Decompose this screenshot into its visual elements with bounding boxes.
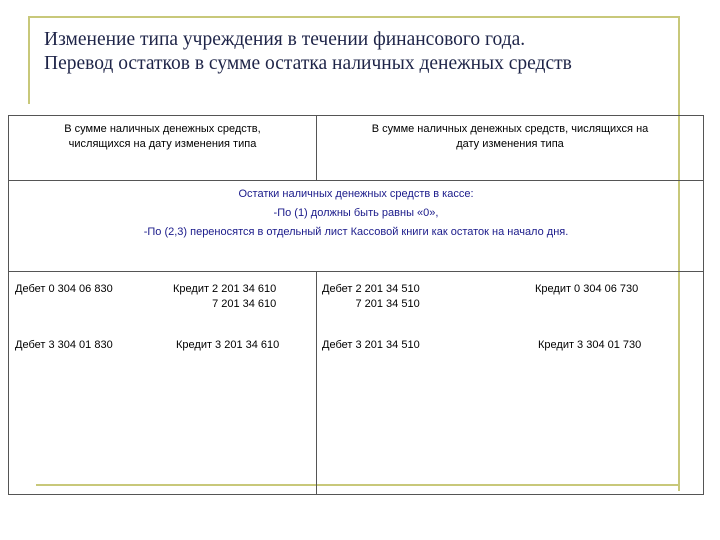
note-line-1: Остатки наличных денежных средств в кассе:	[238, 188, 474, 200]
row1-credit-left	[173, 282, 276, 312]
header-right-cell	[317, 122, 703, 152]
slide-frame-top	[28, 16, 680, 18]
title-line-1: Изменение типа учреждения в течении финансового года.	[44, 29, 526, 50]
row2-debit-left: Дебет 3 304 01 830	[15, 339, 113, 351]
row1-debit-right-line-1: Дебет 2 201 34 510	[322, 283, 420, 295]
table-divider-body-col	[316, 271, 317, 495]
header-left-line-1: В сумме наличных денежных средств,	[64, 123, 261, 135]
row1-debit-left: Дебет 0 304 06 830	[15, 283, 113, 295]
title-line-2: Перевод остатков в сумме остатка наличных денежных средств	[44, 53, 572, 74]
row1-credit-right: Кредит 0 304 06 730	[535, 283, 639, 295]
row1-debit-right-line-2: 7 201 34 510	[355, 298, 420, 310]
cash-balance-note	[9, 185, 703, 242]
row1-credit-left-line-1: Кредит 2 201 34 610	[173, 283, 277, 295]
note-line-3: -По (2,3) переносятся в отдельный лист Кассовой книги как остаток на начало дня.	[143, 226, 569, 238]
row1-credit-left-line-2: 7 201 34 610	[212, 298, 277, 310]
row1-debit-right	[322, 282, 420, 312]
header-left-cell	[9, 122, 316, 152]
header-right-line-1: В сумме наличных денежных средств, числящихся на	[371, 123, 649, 135]
row2-debit-right: Дебет 3 201 34 510	[322, 339, 420, 351]
slide-frame-left	[28, 16, 30, 104]
row2-credit-left: Кредит 3 201 34 610	[176, 339, 280, 351]
header-left-line-2: числящихся на дату изменения типа	[68, 138, 257, 150]
header-right-line-2: дату изменения типа	[456, 138, 564, 150]
row2-credit-right: Кредит 3 304 01 730	[538, 339, 642, 351]
accounting-table	[8, 115, 704, 495]
slide-title	[44, 28, 674, 76]
table-divider-header	[9, 180, 703, 181]
table-divider-note	[9, 271, 703, 272]
note-line-2: -По (1) должны быть равны «0»,	[273, 207, 439, 219]
